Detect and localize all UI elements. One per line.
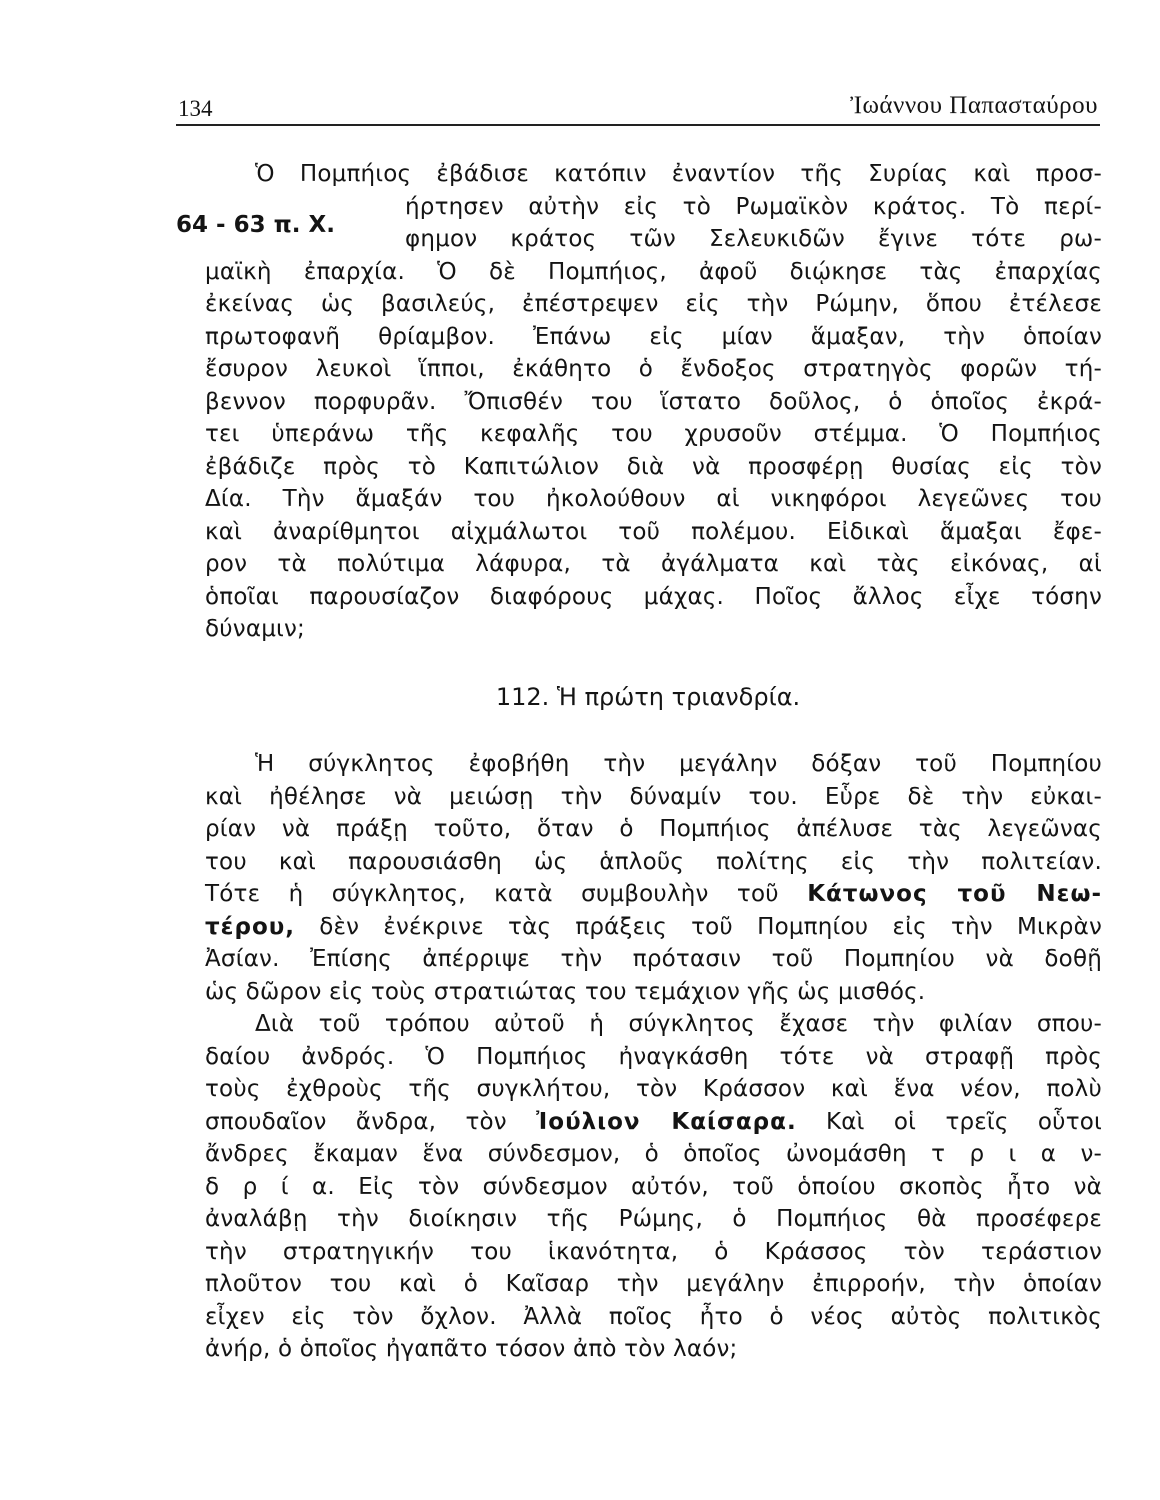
text-line: Ἡ σύγκλητος ἐφοβήθη τὴν μεγάλην δόξαν τοῦ Πομπηίου (255, 751, 1102, 777)
text-line (205, 911, 1102, 944)
text-line: δ ρ ί α. Εἰς τὸν σύνδεσμον αὐτόν, τοῦ ὁποίου σκοπὸς ἦτο νὰ (205, 1173, 1102, 1200)
text-line: ὡς δῶρον εἰς τοὺς στρατιώτας του τεμάχιον γῆς ὡς μισθός. (205, 978, 926, 1005)
text-line: εἶχεν εἰς τὸν ὄχλον. Ἀλλὰ ποῖος ἦτο ὁ νέος αὐτὸς πολιτικὸς (205, 1303, 1102, 1330)
text-line: καὶ ἀναρίθμητοι αἰχμάλωτοι τοῦ πολέμου. Εἰδικαὶ ἅμαξαι ἔφε- (205, 518, 1102, 545)
text-line: δύναμιν; (205, 616, 306, 642)
bold-name-caesar: Ἰούλιον Καίσαρα. (536, 1108, 797, 1135)
margin-date-note: 64 - 63 π. Χ. (176, 212, 335, 238)
section-heading (0, 683, 1160, 711)
text-line: ἔσυρον λευκοὶ ἵπποι, ἐκάθητο ὁ ἔνδοξος στρατηγὸς φορῶν τή- (205, 356, 1102, 382)
paragraph-2-3 (205, 748, 1102, 1366)
text-line: τὴν στρατηγικήν του ἱκανότητα, ὁ Κράσσος τὸν τεράστιον (205, 1238, 1102, 1265)
text-line: Ἀσίαν. Ἐπίσης ἀπέρριψε τὴν πρότασιν τοῦ Πομπηίου νὰ δοθῇ (205, 946, 1102, 972)
text-line: δαίου ἀνδρός. Ὁ Πομπήιος ἠναγκάσθη τότε νὰ στραφῇ πρὸς (205, 1043, 1102, 1070)
text-line: ήρτησεν αὐτὴν εἰς τὸ Ρωμαϊκὸν κράτος. Τὸ περί- (405, 193, 1102, 220)
page-header (0, 0, 1160, 130)
text-line: ἀνήρ, ὁ ὁποῖος ἠγαπᾶτο τόσον ἀπὸ τὸν λαόν; (205, 1336, 738, 1362)
text-line: ρον τὰ πολύτιμα λάφυρα, τὰ ἀγάλματα καὶ τὰς εἰκόνας, αἱ (205, 551, 1102, 577)
text-line: ἐβάδιζε πρὸς τὸ Καπιτώλιον διὰ νὰ προσφέρῃ θυσίας εἰς τὸν (205, 453, 1102, 480)
running-head: Ἰωάννου Παπασταύρου (850, 92, 1098, 119)
bold-name-kato: Κάτωνος τοῦ Νεω- (807, 881, 1102, 907)
bold-name-kato-cont: τέρου, (205, 913, 296, 940)
page-number: 134 (178, 96, 213, 121)
text-line: ὁποῖαι παρουσίαζον διαφόρους μάχας. Ποῖος ἄλλος εἶχε τόσην (205, 583, 1102, 610)
text-line: βεννον πορφυρᾶν. Ὄπισθέν του ἵστατο δοῦλος, ὁ ὁποῖος ἐκρά- (205, 388, 1102, 415)
header-rule (176, 124, 1100, 126)
text-segment: δὲν ἐνέκρινε τὰς πράξεις τοῦ Πομπηίου εἰς τὴν Μικρὰν (319, 913, 1102, 940)
text-line (205, 1106, 1102, 1139)
text-segment: σπουδαῖον ἄνδρα, τὸν (205, 1108, 507, 1135)
text-line: τει ὑπεράνω τῆς κεφαλῆς του χρυσοῦν στέμμα. Ὁ Πομπήιος (205, 421, 1102, 447)
text-line: ἐκείνας ὡς βασιλεύς, ἐπέστρεψεν εἰς τὴν Ρώμην, ὅπου ἐτέλεσε (205, 291, 1102, 317)
text-line: ἄνδρες ἔκαμαν ἕνα σύνδεσμον, ὁ ὁποῖος ὠνομάσθη τ ρ ι α ν- (205, 1141, 1102, 1167)
text-line: Ὁ Πομπήιος ἐβάδισε κατόπιν ἐναντίον τῆς Συρίας καὶ προσ- (255, 161, 1102, 187)
text-line: καὶ ἠθέλησε νὰ μειώσῃ τὴν δύναμίν του. Εὗρε δὲ τὴν εὐκαι- (205, 783, 1102, 810)
text-line: του καὶ παρουσιάσθη ὡς ἁπλοῦς πολίτης εἰς τὴν πολιτείαν. (205, 848, 1102, 875)
text-line: τοὺς ἐχθροὺς τῆς συγκλήτου, τὸν Κράσσον καὶ ἕνα νέον, πολὺ (205, 1076, 1102, 1102)
text-line: ἀναλάβῃ τὴν διοίκησιν τῆς Ρώμης, ὁ Πομπήιος θὰ προσέφερε (205, 1206, 1102, 1232)
text-line: Δία. Τὴν ἅμαξάν του ἠκολούθουν αἱ νικηφόροι λεγεῶνες του (205, 486, 1102, 512)
section-heading-text: 112. Ἡ πρώτη τριανδρία. (495, 683, 801, 711)
text-line: πλοῦτον του καὶ ὁ Καῖσαρ τὴν μεγάλην ἐπιρροήν, τὴν ὁποίαν (205, 1271, 1102, 1297)
paragraph-1 (205, 158, 1102, 646)
text-segment: Τότε ἡ σύγκλητος, κατὰ συμβουλὴν τοῦ (205, 881, 779, 907)
text-line: μαϊκὴ ἐπαρχία. Ὁ δὲ Πομπήιος, ἀφοῦ διῴκησε τὰς ἐπαρχίας (205, 258, 1102, 285)
text-line (205, 878, 1102, 911)
text-line: πρωτοφανῆ θρίαμβον. Ἐπάνω εἰς μίαν ἅμαξαν, τὴν ὁποίαν (205, 323, 1102, 350)
text-line: ρίαν νὰ πράξῃ τοῦτο, ὅταν ὁ Πομπήιος ἀπέλυσε τὰς λεγεῶνας (205, 816, 1102, 842)
text-segment: Καὶ οἱ τρεῖς οὗτοι (825, 1108, 1102, 1135)
text-line: φημον κράτος τῶν Σελευκιδῶν ἔγινε τότε ρω- (405, 226, 1102, 252)
text-line: Διὰ τοῦ τρόπου αὐτοῦ ἡ σύγκλητος ἔχασε τὴν φιλίαν σπου- (255, 1011, 1102, 1037)
